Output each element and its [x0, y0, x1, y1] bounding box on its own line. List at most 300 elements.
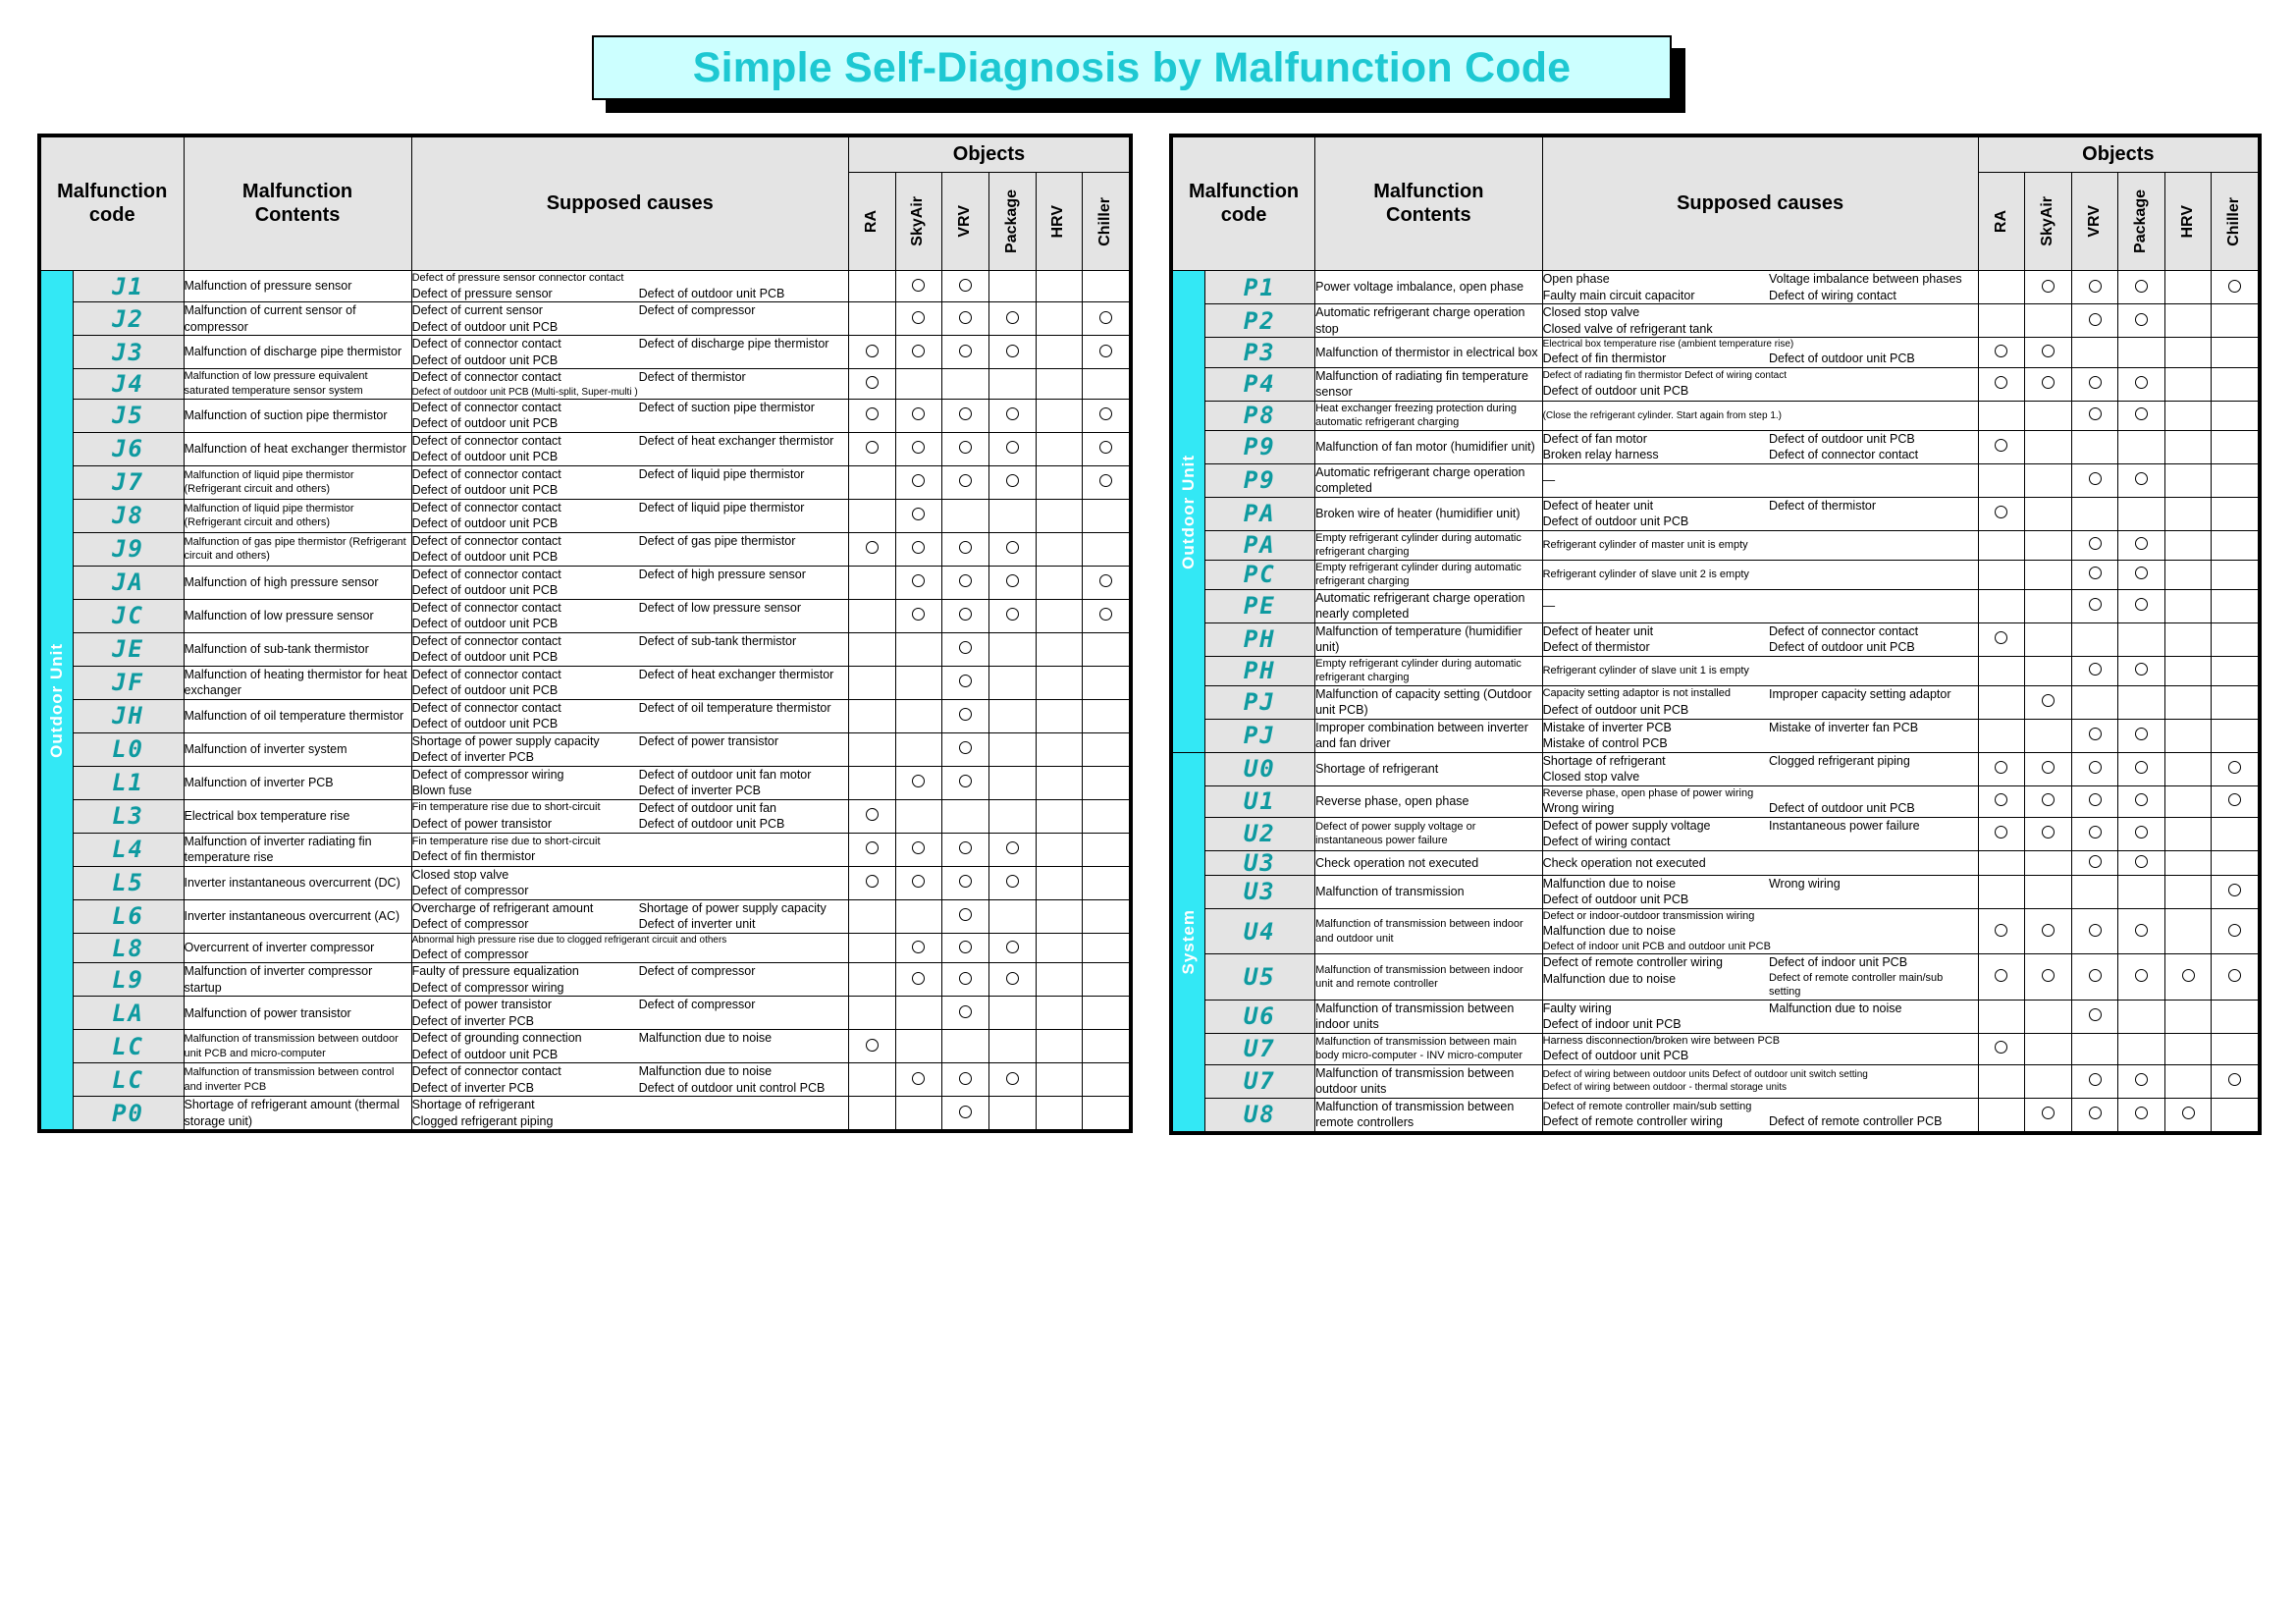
cell-malfunction-code — [1204, 589, 1315, 622]
malfunction-code-value: L4 — [112, 836, 144, 864]
check-circle-icon — [2089, 313, 2102, 326]
cell-object-hrv — [1036, 699, 1083, 732]
cause-text-primary: Blown fuse — [411, 784, 472, 798]
cause-text-secondary: Defect of indoor unit PCB — [1768, 955, 1908, 970]
cell-malfunction-contents: Heat exchanger freezing protection during automatic refrigerant charging — [1315, 401, 1542, 430]
cause-line — [412, 400, 848, 416]
table-row — [1173, 367, 2259, 401]
malfunction-code-value: P9 — [1243, 433, 1276, 461]
cause-text-primary: Defect of connector contact — [411, 700, 561, 715]
check-circle-icon — [2089, 1008, 2102, 1021]
cell-malfunction-code — [1204, 908, 1315, 954]
check-circle-icon — [959, 841, 972, 854]
malfunction-code-value: PH — [1243, 657, 1276, 685]
cause-text-primary: Mistake of inverter PCB — [1542, 720, 1672, 734]
cell-malfunction-contents: Malfunction of fan motor (humidifier unit) — [1315, 430, 1542, 463]
check-circle-icon — [912, 345, 925, 357]
check-circle-icon — [959, 1106, 972, 1118]
check-circle-icon — [1099, 407, 1112, 420]
cell-object-ra — [848, 465, 895, 499]
cell-malfunction-contents: Check operation not executed — [1315, 850, 1542, 875]
cause-line — [412, 533, 848, 550]
cell-object-ra — [1978, 719, 2025, 752]
malfunction-code-value: PJ — [1243, 722, 1276, 750]
cell-object-vrv — [2071, 1064, 2118, 1098]
cell-object-ra — [848, 866, 895, 899]
section-band-system — [1173, 752, 1205, 1131]
label-package: Package — [2132, 189, 2150, 253]
cell-malfunction-contents: Malfunction of transmission between control and inverter PCB — [184, 1063, 411, 1097]
check-circle-icon — [1995, 439, 2007, 452]
cell-object-vrv — [942, 666, 989, 699]
malfunction-code-value: L3 — [112, 802, 144, 831]
cell-object-ra — [1978, 560, 2025, 589]
cell-malfunction-code — [73, 369, 184, 400]
cell-object-package — [2118, 719, 2165, 752]
cause-text-primary: Defect of inverter PCB — [411, 1080, 534, 1095]
cause-line — [1543, 304, 1978, 321]
cell-supposed-causes — [1542, 1033, 1978, 1064]
cell-malfunction-code — [1204, 719, 1315, 752]
cause-line — [1543, 971, 1978, 1000]
check-circle-icon — [2228, 1073, 2241, 1086]
cell-object-ra — [848, 499, 895, 532]
cell-object-chiller — [1083, 302, 1130, 336]
malfunction-code-value: LA — [112, 999, 144, 1027]
cell-object-hrv — [1036, 1063, 1083, 1097]
table-row — [1173, 622, 2259, 656]
cell-malfunction-contents: Malfunction of heat exchanger thermistor — [184, 432, 411, 465]
malfunction-code-value: P3 — [1243, 338, 1276, 366]
cause-text-primary: Defect of power supply voltage — [1542, 818, 1711, 833]
table-row — [1173, 430, 2259, 463]
check-circle-icon — [959, 1005, 972, 1018]
cause-text-secondary: Defect of thermistor — [1768, 498, 1877, 513]
cell-object-vrv — [2071, 1000, 2118, 1033]
cell-object-hrv — [2164, 589, 2212, 622]
table-row — [41, 732, 1130, 766]
check-circle-icon — [912, 875, 925, 888]
table-row — [1173, 463, 2259, 497]
cell-supposed-causes — [411, 732, 848, 766]
check-circle-icon — [959, 574, 972, 587]
cause-text-primary: Shortage of refrigerant — [1542, 753, 1666, 768]
cell-malfunction-contents: Inverter instantaneous overcurrent (AC) — [184, 899, 411, 933]
malfunction-code-value: J4 — [112, 369, 144, 398]
check-circle-icon — [1995, 631, 2007, 644]
table-row — [1173, 1033, 2259, 1064]
cell-object-vrv — [942, 432, 989, 465]
cause-line — [1543, 1068, 1978, 1081]
check-circle-icon — [1006, 474, 1019, 487]
check-circle-icon — [2228, 884, 2241, 896]
cause-line — [1543, 1081, 1978, 1094]
cell-object-ra — [848, 369, 895, 400]
table-row — [1173, 817, 2259, 850]
cell-object-chiller — [1083, 599, 1130, 632]
table-row — [41, 599, 1130, 632]
cause-text-secondary: Voltage imbalance between phases — [1768, 272, 1962, 286]
cell-object-package — [988, 599, 1036, 632]
cell-object-ra — [1978, 850, 2025, 875]
cause-line — [1543, 664, 1978, 678]
cell-malfunction-contents: Malfunction of inverter radiating fin temperature rise — [184, 833, 411, 866]
malfunction-code-value: JF — [112, 669, 144, 697]
table-row — [1173, 401, 2259, 430]
check-circle-icon — [2042, 793, 2055, 806]
table-row — [1173, 685, 2259, 719]
cell-object-package — [988, 997, 1036, 1030]
cause-line — [1543, 909, 1978, 924]
cell-object-skyair — [2025, 430, 2072, 463]
cell-object-package — [988, 1097, 1036, 1130]
cell-malfunction-code — [1204, 463, 1315, 497]
cell-supposed-causes — [411, 997, 848, 1030]
cell-object-ra — [1978, 367, 2025, 401]
cell-malfunction-contents: Malfunction of transmission between indoor units — [1315, 1000, 1542, 1033]
cell-object-hrv — [1036, 833, 1083, 866]
check-circle-icon — [2135, 407, 2148, 420]
cause-text-primary: Faulty of pressure equalization — [411, 964, 579, 979]
cell-object-ra — [848, 336, 895, 369]
malfunction-code-value: PC — [1243, 561, 1276, 589]
cause-text: Defect of outdoor unit PCB — [411, 550, 559, 565]
cell-supposed-causes — [411, 666, 848, 699]
check-circle-icon — [959, 441, 972, 454]
cell-malfunction-contents: Electrical box temperature rise — [184, 799, 411, 833]
cell-object-ra — [1978, 1064, 2025, 1098]
cell-object-chiller — [1083, 336, 1130, 369]
cell-malfunction-contents: Defect of power supply voltage or instantaneous power failure — [1315, 817, 1542, 850]
cell-malfunction-contents: Malfunction of transmission between outdoor units — [1315, 1064, 1542, 1098]
cell-malfunction-code — [73, 1097, 184, 1130]
th-malfunction-code — [41, 137, 185, 271]
cause-line — [412, 783, 848, 799]
check-circle-icon — [866, 541, 879, 554]
cell-object-chiller — [1083, 833, 1130, 866]
table-right-body — [1173, 271, 2259, 1132]
cause-line — [412, 682, 848, 699]
check-circle-icon — [1099, 608, 1112, 621]
cause-line — [1543, 940, 1978, 954]
cause-text-secondary: Defect of outdoor unit PCB — [1768, 640, 1915, 655]
cause-line — [1543, 369, 1978, 382]
section-band-outdoor-unit — [1173, 271, 1205, 753]
cell-object-ra — [1978, 430, 2025, 463]
cell-object-skyair — [2025, 1064, 2072, 1098]
cell-malfunction-code — [1204, 817, 1315, 850]
malfunction-code-value: U6 — [1243, 1002, 1276, 1031]
cell-malfunction-contents: Malfunction of heating thermistor for heat exchanger — [184, 666, 411, 699]
cause-line — [412, 352, 848, 369]
cause-text-primary: Faulty wiring — [1542, 1001, 1612, 1015]
table-row — [1173, 1098, 2259, 1131]
cell-malfunction-contents: Automatic refrigerant charge operation stop — [1315, 304, 1542, 338]
malfunction-code-value: L5 — [112, 869, 144, 897]
cell-object-skyair — [2025, 622, 2072, 656]
cell-object-package — [2118, 685, 2165, 719]
cause-line — [1543, 769, 1978, 785]
cause-text: Defect of outdoor unit PCB — [411, 583, 559, 598]
cell-object-chiller — [2212, 304, 2259, 338]
cell-object-ra — [848, 599, 895, 632]
cell-malfunction-contents: Malfunction of inverter system — [184, 732, 411, 766]
check-circle-icon — [2135, 855, 2148, 868]
cell-object-vrv — [942, 336, 989, 369]
cause-line — [1543, 1100, 1978, 1114]
cell-object-hrv — [2164, 752, 2212, 785]
th-objects: Objects — [848, 137, 1129, 173]
cell-object-package — [988, 666, 1036, 699]
cause-line — [1543, 686, 1978, 703]
cause-line — [1543, 514, 1978, 530]
malfunction-code-value: P2 — [1243, 306, 1276, 335]
cell-supposed-causes — [1542, 530, 1978, 560]
cell-object-chiller — [2212, 271, 2259, 304]
cell-object-hrv — [2164, 304, 2212, 338]
table-row — [41, 271, 1130, 302]
cause-text-primary: Defect of connector contact — [411, 1064, 561, 1079]
th-malfunction-contents — [1315, 137, 1542, 271]
cause-text-secondary: Defect of outdoor unit control PCB — [638, 1080, 826, 1095]
cell-object-skyair — [895, 432, 942, 465]
cause-line — [412, 800, 848, 817]
cell-malfunction-contents: Malfunction of transmission — [1315, 875, 1542, 908]
cell-object-package — [2118, 1000, 2165, 1033]
check-circle-icon — [2089, 969, 2102, 982]
cell-object-package — [2118, 401, 2165, 430]
label-skyair: SkyAir — [2039, 196, 2056, 246]
cell-object-chiller — [2212, 463, 2259, 497]
cause-line — [412, 1030, 848, 1047]
cell-supposed-causes — [411, 271, 848, 302]
check-circle-icon — [2135, 826, 2148, 839]
check-circle-icon — [1006, 407, 1019, 420]
cause-text: Defect of indoor unit PCB and outdoor unit PCB — [1542, 940, 1771, 952]
check-circle-icon — [2135, 280, 2148, 293]
cause-line — [412, 319, 848, 336]
cause-text-secondary: Defect of connector contact — [1768, 448, 1919, 462]
cause-text: Fin temperature rise due to short-circuit — [411, 835, 601, 847]
table-row — [41, 532, 1130, 566]
cell-object-hrv — [1036, 599, 1083, 632]
malfunction-code-value: P0 — [112, 1099, 144, 1127]
cell-object-package — [988, 699, 1036, 732]
check-circle-icon — [2228, 924, 2241, 937]
cause-line — [412, 567, 848, 583]
cause-text: Defect of outdoor unit PCB — [1542, 383, 1689, 398]
cell-object-hrv — [2164, 401, 2212, 430]
cell-object-package — [988, 369, 1036, 400]
cause-text-primary: Defect of compressor — [411, 917, 529, 932]
cell-malfunction-contents: Automatic refrigerant charge operation nearly completed — [1315, 589, 1542, 622]
cell-malfunction-contents: Shortage of refrigerant amount (thermal storage unit) — [184, 1097, 411, 1130]
cause-text-primary: Malfunction due to noise — [1542, 971, 1677, 986]
cell-object-vrv — [942, 599, 989, 632]
cell-object-ra — [848, 963, 895, 997]
cause-text-primary: Defect of pressure sensor — [411, 286, 553, 300]
cell-object-package — [988, 866, 1036, 899]
cell-object-vrv — [2071, 785, 2118, 817]
cell-object-hrv — [2164, 656, 2212, 685]
check-circle-icon — [2042, 969, 2055, 982]
label-ra: RA — [1992, 209, 2009, 234]
cause-line — [1543, 288, 1978, 304]
cell-object-skyair — [2025, 367, 2072, 401]
th-object-chiller — [2212, 173, 2259, 271]
cell-object-ra — [1978, 685, 2025, 719]
cell-object-ra — [1978, 908, 2025, 954]
cell-malfunction-contents: Empty refrigerant cylinder during automatic refrigerant charging — [1315, 530, 1542, 560]
cell-supposed-causes — [1542, 719, 1978, 752]
table-row — [41, 1063, 1130, 1097]
check-circle-icon — [1006, 345, 1019, 357]
cell-malfunction-code — [1204, 752, 1315, 785]
cause-text-secondary: Shortage of power supply capacity — [638, 900, 827, 915]
cause-text: Defect of compressor — [411, 884, 529, 898]
cell-object-hrv — [2164, 1033, 2212, 1064]
cell-malfunction-code — [1204, 338, 1315, 368]
cell-object-chiller — [1083, 997, 1130, 1030]
cause-line — [412, 997, 848, 1013]
cell-object-hrv — [1036, 499, 1083, 532]
check-circle-icon — [2089, 567, 2102, 579]
cell-supposed-causes — [411, 1063, 848, 1097]
cell-object-chiller — [2212, 1000, 2259, 1033]
cell-object-ra — [1978, 304, 2025, 338]
cell-object-hrv — [1036, 399, 1083, 432]
cell-supposed-causes — [1542, 497, 1978, 530]
cause-text-primary: Broken relay harness — [1542, 448, 1659, 462]
cell-object-hrv — [1036, 465, 1083, 499]
cell-object-chiller — [2212, 1098, 2259, 1131]
cause-text: Closed stop valve — [1542, 305, 1640, 319]
cell-object-skyair — [2025, 530, 2072, 560]
cell-object-chiller — [1083, 532, 1130, 566]
cell-object-ra — [848, 1030, 895, 1063]
cause-text-secondary: Defect of remote controller main/sub setting — [1768, 971, 1944, 999]
cell-object-package — [2118, 752, 2165, 785]
cause-text-primary: Defect of heater unit — [1542, 623, 1654, 638]
cause-text-secondary: Defect of outdoor unit fan motor — [638, 767, 812, 782]
malfunction-code-value: PJ — [1243, 688, 1276, 717]
cell-malfunction-code — [1204, 1098, 1315, 1131]
cell-object-ra — [1978, 401, 2025, 430]
check-circle-icon — [959, 972, 972, 985]
cause-text-secondary: Defect of high pressure sensor — [638, 567, 806, 581]
cell-object-vrv — [942, 566, 989, 599]
malfunction-code-value: P1 — [1243, 273, 1276, 301]
check-circle-icon — [1006, 574, 1019, 587]
check-circle-icon — [1099, 574, 1112, 587]
check-circle-icon — [2135, 598, 2148, 611]
cell-object-ra — [1978, 752, 2025, 785]
check-circle-icon — [2089, 407, 2102, 420]
table-row — [41, 302, 1130, 336]
cell-malfunction-code — [73, 766, 184, 799]
cell-object-skyair — [2025, 656, 2072, 685]
check-circle-icon — [866, 808, 879, 821]
check-circle-icon — [2089, 1073, 2102, 1086]
cause-line — [1543, 818, 1978, 835]
cause-text-primary: Overcharge of refrigerant amount — [411, 900, 594, 915]
table-row — [1173, 497, 2259, 530]
cause-line — [412, 1113, 848, 1130]
check-circle-icon — [912, 407, 925, 420]
header-row-top — [1173, 137, 2259, 173]
cell-supposed-causes — [1542, 338, 1978, 368]
cause-text: Mistake of control PCB — [1542, 736, 1668, 751]
cell-object-package — [2118, 850, 2165, 875]
cause-text: Defect of outdoor unit PCB — [1542, 1049, 1689, 1063]
cell-object-skyair — [895, 369, 942, 400]
cell-supposed-causes — [411, 1097, 848, 1130]
cell-object-vrv — [2071, 817, 2118, 850]
cell-object-ra — [1978, 271, 2025, 304]
check-circle-icon — [1099, 345, 1112, 357]
cell-malfunction-contents: Inverter instantaneous overcurrent (DC) — [184, 866, 411, 899]
cell-object-package — [2118, 622, 2165, 656]
malfunction-code-value: LC — [112, 1032, 144, 1060]
cause-text: (Close the refrigerant cylinder. Start again from step 1.) — [1542, 409, 1783, 421]
cell-object-chiller — [1083, 1097, 1130, 1130]
cell-object-ra — [848, 699, 895, 732]
cause-line — [412, 883, 848, 899]
cell-object-ra — [848, 399, 895, 432]
cause-text-secondary: Defect of outdoor unit PCB — [1768, 431, 1915, 446]
malfunction-code-value: P8 — [1243, 402, 1276, 430]
cause-line — [412, 369, 848, 386]
cell-supposed-causes — [1542, 401, 1978, 430]
cause-text-secondary: Defect of low pressure sensor — [638, 600, 801, 615]
cause-line — [412, 582, 848, 599]
cell-object-package — [2118, 1064, 2165, 1098]
table-row — [41, 632, 1130, 666]
cause-text-secondary: Defect of compressor — [638, 303, 756, 318]
table-row — [41, 1030, 1130, 1063]
cell-object-package — [2118, 497, 2165, 530]
cell-supposed-causes — [1542, 785, 1978, 817]
check-circle-icon — [2228, 793, 2241, 806]
th-contents-line1: Malfunction — [241, 180, 353, 202]
check-circle-icon — [1006, 875, 1019, 888]
cell-object-chiller — [1083, 499, 1130, 532]
table-row — [41, 899, 1130, 933]
cell-malfunction-contents: Malfunction of current sensor of compressor — [184, 302, 411, 336]
cell-object-skyair — [2025, 817, 2072, 850]
cell-object-package — [988, 1063, 1036, 1097]
section-band-outdoor-unit — [41, 271, 74, 1130]
cause-text: Defect of outdoor unit PCB — [411, 1047, 559, 1061]
malfunction-code-value: U1 — [1243, 787, 1276, 816]
cell-malfunction-code — [1204, 401, 1315, 430]
cause-text: Defect of wiring between outdoor units Defect of outdoor unit switch setting — [1542, 1069, 1868, 1081]
cause-line — [1543, 892, 1978, 908]
cause-text: Defect of inverter PCB — [411, 750, 534, 765]
cause-text-secondary: Defect of suction pipe thermistor — [638, 400, 815, 414]
cell-object-chiller — [2212, 338, 2259, 368]
cause-text-secondary: Defect of thermistor — [638, 370, 746, 385]
cause-text-secondary: Improper capacity setting adaptor — [1768, 686, 1951, 701]
check-circle-icon — [2135, 567, 2148, 579]
cause-text-primary: Wrong wiring — [1542, 801, 1615, 816]
cell-object-vrv — [942, 1097, 989, 1130]
cell-malfunction-contents: Malfunction of low pressure sensor — [184, 599, 411, 632]
cell-object-skyair — [2025, 1000, 2072, 1033]
cause-line — [412, 1047, 848, 1063]
cell-object-hrv — [2164, 1000, 2212, 1033]
cell-object-ra — [848, 632, 895, 666]
